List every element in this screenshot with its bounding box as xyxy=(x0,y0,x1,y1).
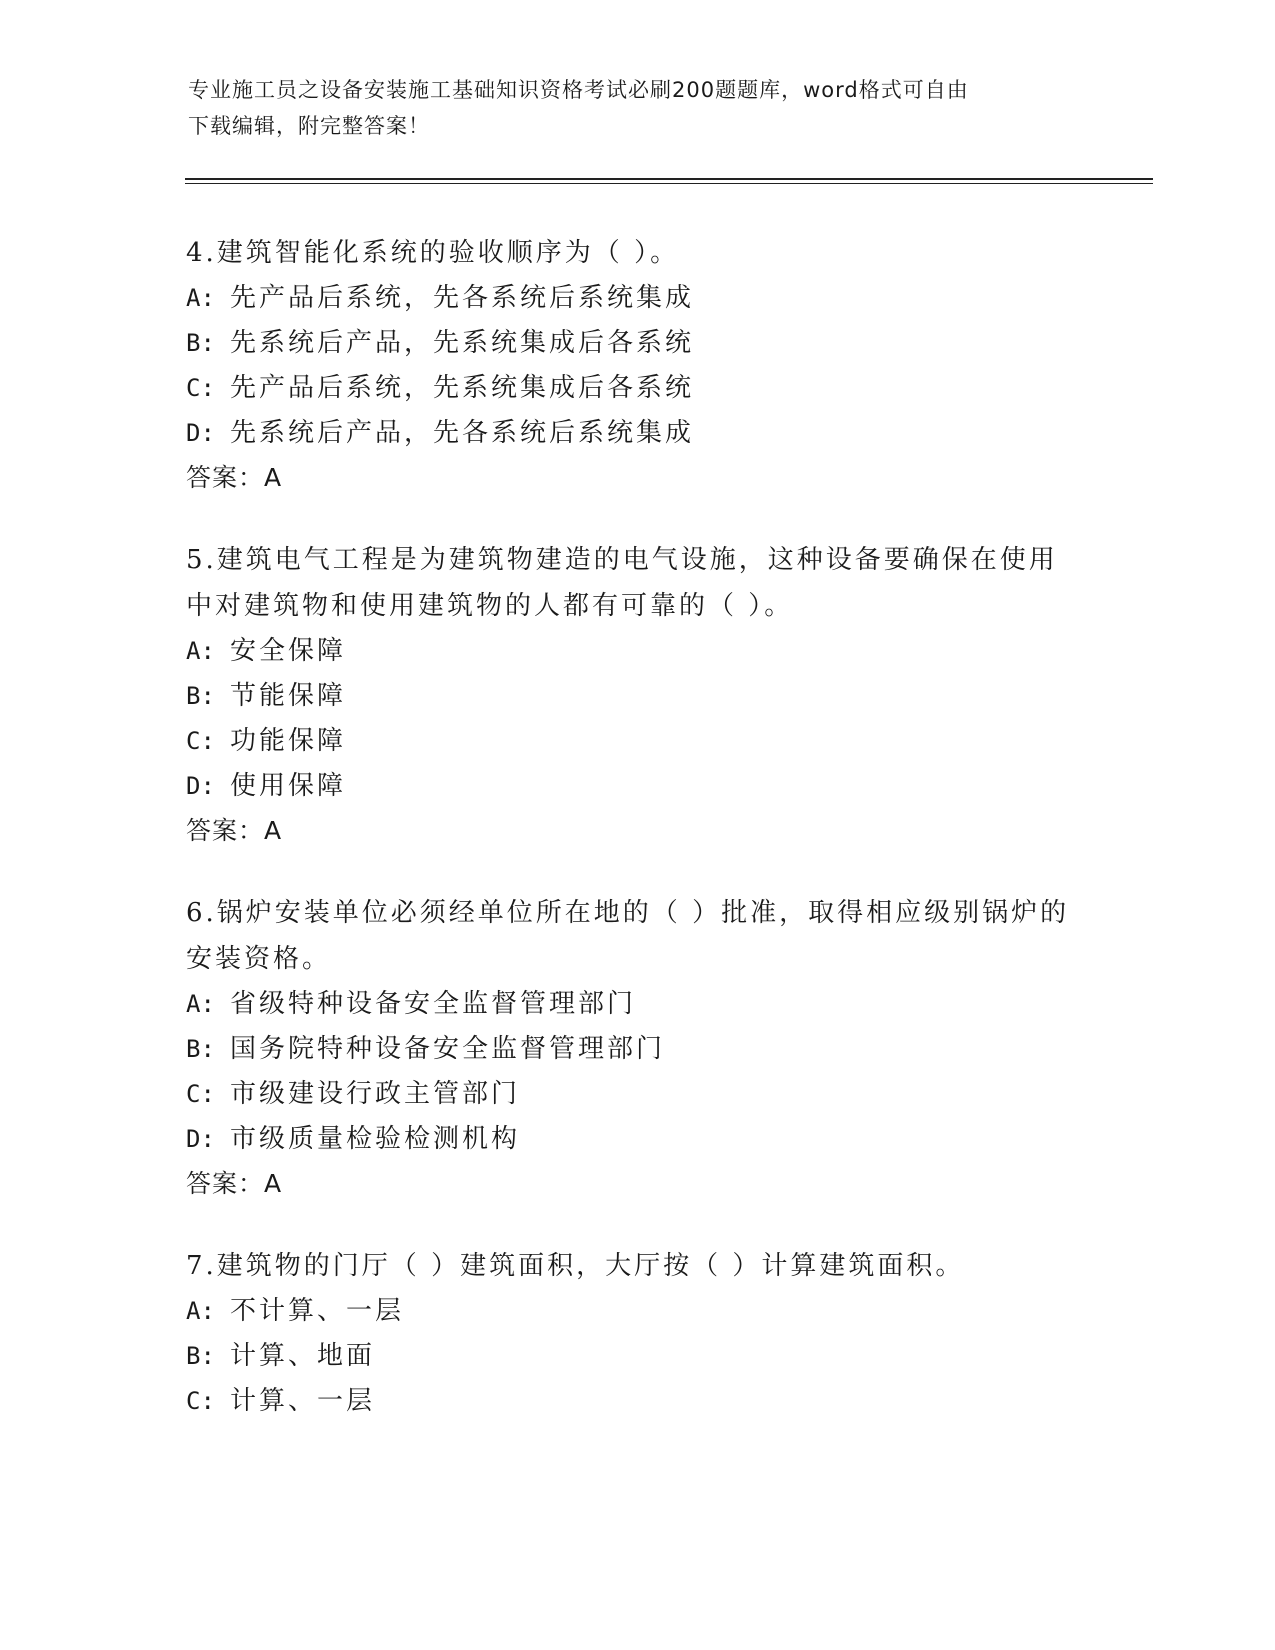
option-text: 先系统后产品，先系统集成后各系统 xyxy=(230,328,695,358)
question-list xyxy=(186,230,1086,1461)
option-c xyxy=(186,719,1086,764)
question-stem-line: 中对建筑物和使用建筑物的人都有可靠的（ ）。 xyxy=(186,591,794,621)
option-text: 先产品后系统，先各系统后系统集成 xyxy=(230,283,695,313)
option-letter: C: xyxy=(186,727,215,755)
option-text: 不计算、一层 xyxy=(230,1296,405,1326)
option-letter: A: xyxy=(186,637,215,665)
option-letter: B: xyxy=(186,1342,215,1370)
option-a xyxy=(186,1289,1086,1334)
option-letter: A: xyxy=(186,990,215,1018)
option-d xyxy=(186,1117,1086,1162)
question-stem-line: 7.建筑物的门厅（ ）建筑面积，大厅按（ ）计算建筑面积。 xyxy=(186,1251,965,1281)
option-letter: D: xyxy=(186,772,215,800)
question-stem-line: 6.锅炉安装单位必须经单位所在地的（ ）批准，取得相应级别锅炉的 xyxy=(186,898,1070,928)
option-text: 使用保障 xyxy=(230,771,347,801)
option-c xyxy=(186,366,1086,411)
question-stem xyxy=(186,890,1086,982)
question-4 xyxy=(186,230,1086,500)
option-text: 先产品后系统，先系统集成后各系统 xyxy=(230,373,695,403)
option-a xyxy=(186,982,1086,1027)
option-a xyxy=(186,629,1086,674)
question-stem xyxy=(186,1243,1086,1289)
answer-line: 答案：A xyxy=(186,1169,283,1198)
question-stem-line: 4.建筑智能化系统的验收顺序为（ ）。 xyxy=(186,238,680,268)
option-text: 国务院特种设备安全监督管理部门 xyxy=(230,1034,666,1064)
question-stem-line: 5.建筑电气工程是为建筑物建造的电气设施，这种设备要确保在使用 xyxy=(186,545,1058,575)
document-header xyxy=(188,72,1068,144)
option-letter: C: xyxy=(186,1080,215,1108)
option-d xyxy=(186,411,1086,456)
option-text: 计算、一层 xyxy=(230,1386,376,1416)
option-b xyxy=(186,1027,1086,1072)
option-letter: D: xyxy=(186,1125,215,1153)
option-letter: A: xyxy=(186,1297,215,1325)
option-letter: C: xyxy=(186,374,215,402)
option-a xyxy=(186,276,1086,321)
option-b xyxy=(186,321,1086,366)
header-line-1: 专业施工员之设备安装施工基础知识资格考试必刷200题题库，word格式可自由 xyxy=(188,78,969,102)
question-stem xyxy=(186,230,1086,276)
question-7 xyxy=(186,1243,1086,1424)
option-text: 市级质量检验检测机构 xyxy=(230,1124,521,1154)
option-text: 功能保障 xyxy=(230,726,347,756)
option-letter: B: xyxy=(186,1035,215,1063)
question-6 xyxy=(186,890,1086,1206)
header-divider-thin xyxy=(185,183,1153,184)
question-stem xyxy=(186,537,1086,629)
option-letter: B: xyxy=(186,682,215,710)
option-text: 节能保障 xyxy=(230,681,347,711)
header-line-2: 下载编辑，附完整答案！ xyxy=(188,114,430,138)
option-d xyxy=(186,764,1086,809)
header-divider-thick xyxy=(185,178,1153,180)
option-b xyxy=(186,674,1086,719)
option-c xyxy=(186,1379,1086,1424)
option-letter: C: xyxy=(186,1387,215,1415)
option-c xyxy=(186,1072,1086,1117)
option-letter: B: xyxy=(186,329,215,357)
option-b xyxy=(186,1334,1086,1379)
option-text: 省级特种设备安全监督管理部门 xyxy=(230,989,637,1019)
option-text: 计算、地面 xyxy=(230,1341,376,1371)
option-text: 先系统后产品，先各系统后系统集成 xyxy=(230,418,695,448)
question-stem-line: 安装资格。 xyxy=(186,944,332,974)
option-letter: A: xyxy=(186,284,215,312)
answer-line: 答案：A xyxy=(186,463,283,492)
option-text: 市级建设行政主管部门 xyxy=(230,1079,521,1109)
question-5 xyxy=(186,537,1086,853)
option-letter: D: xyxy=(186,419,215,447)
answer-line: 答案：A xyxy=(186,816,283,845)
option-text: 安全保障 xyxy=(230,636,347,666)
